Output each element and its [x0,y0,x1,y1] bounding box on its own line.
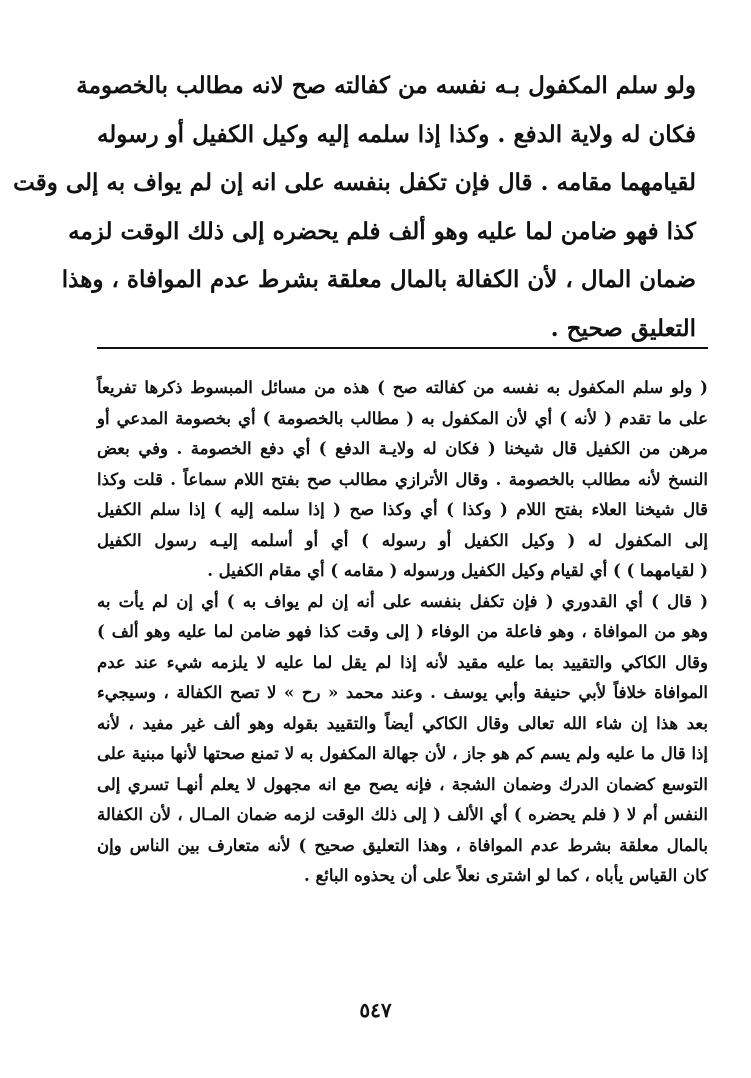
separator-rule [97,347,708,349]
commentary-line: وهو من الموافاة ، وهو فاعلة من الوفاء ( إلى وقت كذا فهو ضامن لما عليه وهو ألف ) [97,622,708,641]
page-number: ٥٤٧ [359,998,392,1022]
main-text-line: التعليق صحيح . [550,314,696,342]
main-text-line: ولو سلم المكفول بـه نفسه من كفالته صح لانه مطالب بالخصومة [76,72,696,99]
commentary-line: النسخ لأنه مطالب بالخصومة . وقال الأترازي مطالب صح بفتح اللام سماعاً . قلت وكذا [97,469,708,489]
main-text-line: ضمان المال ، لأن الكفالة بالمال معلقة بشرط عدم الموافاة ، وهذا [61,266,696,293]
main-text-line: لقيامهما مقامه . قال فإن تكفل بنفسه على انه إن لم يواف به إلى وقت [13,169,696,196]
commentary-line: الموافاة خلافاً لأبي حنيفة وأبي يوسف . وعند محمد « رح » لا تصح الكفالة ، وسيجيء [97,683,708,702]
commentary-line: بالمال معلقة بشرط عدم الموافاة ، وهذا التعليق صحيح ) لأنه متعارف بين الناس وإن [97,835,708,855]
commentary-line: ( قال ) أي القدوري ( فإن تكفل بنفسه على أنه إن لم يواف به ) أي إن لم يأت به [97,591,708,611]
main-text-line: كذا فهو ضامن لما عليه وهو ألف فلم يحضره إلى ذلك الوقت لزمه [68,217,696,245]
commentary-block [97,373,708,892]
commentary-line: مرهن من الكفيل قال شيخنا ( فكان له ولايـة الدفع ) أي دفع الخصومة . وفي بعض [97,439,708,458]
main-text-line: فكان له ولاية الدفع . وكذا إذا سلمه إليه وكيل الكفيل أو رسوله [96,120,696,148]
commentary-line: كان القياس يأباه ، كما لو اشترى نعلاً على أن يحذوه البائع . [303,866,708,885]
commentary-line: وقال الكاكي والتقييد بما عليه مقيد لأنه إذا لم يقل لما عليه لا يلزمه شيء عند عدم [97,652,708,672]
commentary-line: بعد هذا إن شاء الله تعالى وقال الكاكي أيضاً والتقييد بقوله وهو ألف غير مفيد ، لأنه [97,713,708,733]
commentary-line: التوسع كضمان الدرك وضمان الشجة ، فإنه يصح مع انه مجهول لا يعلم أنهـا تسري إلى [97,774,708,794]
commentary-line: على ما تقدم ( لأنه ) أي لأن المكفول به ( مطالب بالخصومة ) أي بخصومة المدعي أو [97,408,708,428]
commentary-line: إلى المكفول له ( وكيل الكفيل أو رسوله ) أي أو أسلمه إليـه رسول الكفيل [97,530,708,550]
commentary-line: قال شيخنا العلاء بفتح اللام ( وكذا ) أي وكذا صح ( إذا سلمه إليه ) إذا سلم الكفيل [97,500,708,519]
commentary-line: إذا قال ما عليه ولم يسم كم هو جاز ، لأن جهالة المكفول به لا تمنع صحتها لأنها مبنية على [97,744,708,763]
commentary-line: النفس أم لا ( فلم يحضره ) أي الألف ( إلى ذلك الوقت لزمه ضمان المـال ، لأن الكفالة [97,805,708,824]
main-text-block [13,62,696,353]
commentary-line: ( ولو سلم المكفول به نفسه من كفالته صح ) هذه من مسائل المبسوط ذكرها تفريعاً [97,378,708,397]
commentary-line: ( لقيامهما ) ) أي لقيام وكيل الكفيل ورسوله ( مقامه ) أي مقام الكفيل . [207,561,708,580]
